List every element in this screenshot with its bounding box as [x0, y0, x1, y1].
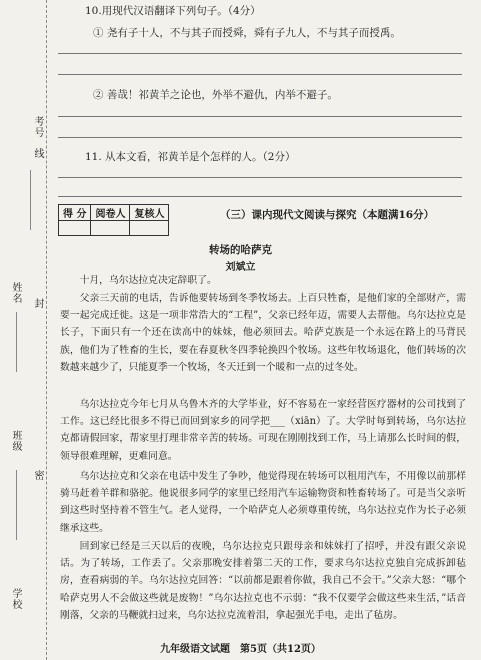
question-11-title: 11. 从本文看，祁黄羊是个怎样的人。（2分） [85, 151, 296, 163]
exam-id-field [30, 170, 31, 230]
answer-line [58, 53, 462, 54]
name-field [16, 312, 17, 372]
article-paragraph: 乌尔达拉克今年七月从乌鲁木齐的大学毕业，好不容易在一家经营医疗器材的公司找到了工作。这已经比很多不得已而回到家乡的同学把___（xiān）了。大学时每到转场，乌尔达拉克都请假回家，帮家里打理非常辛苦的转场。可现在刚刚找到工作，马上请那么长时间的假，领导很难理解，更难同意。 [60, 399, 466, 462]
article-author: 刘斌立 [225, 262, 256, 273]
answer-line [58, 116, 462, 117]
article-paragraph: 回到家已经是三天以后的夜晚，乌尔达拉克只跟母亲和妹妹打了招呼，并没有跟父亲说话。为了转场，工作丢了。父亲那晚安排着第二天的工作，要求乌尔达拉克独自完成拆卸毡房，查看病弱的羊。乌尔达拉克回答：“以前都是跟着你做，我自己不会干。”父亲大怒：“哪个哈萨克男人不会做这些就是废物！”乌尔达拉克也不示弱：“我不仅要学会做这些来生活，”话音刚落，父亲的马鞭就扫过来，乌尔达拉克流着泪，拿起强光手电，走出了毡房。 [60, 541, 466, 621]
reviewer-header: 复核人 [130, 205, 169, 221]
question-10-title: 10.用现代汉语翻译下列句子。（4分） [85, 5, 261, 17]
article-paragraph: 乌尔达拉克和父亲在电话中发生了争吵，他觉得现在转场可以租用汽车，不用像以前那样骑马赶着羊群和骆驼。他说很多同学的家里已经用汽车运输物资和牲畜转场了。可是当父亲听到这些时坚持着不管生气。老人觉得，一个哈萨克人必须尊重传统，乌尔达拉克作为长子必须继承这些。 [60, 471, 466, 534]
answer-line [58, 177, 462, 178]
name-label: 姓名 [10, 282, 21, 304]
article-title: 转场的哈萨克 [209, 244, 272, 256]
school-label: 学校 [10, 588, 21, 610]
page-footer: 九年级语文试题 第5页（共12页） [160, 644, 321, 655]
answer-line [58, 196, 462, 197]
question-10-sentence-1: ① 尧有子十人，不与其子而授舜，舜有子九人，不与其子而授禹。 [93, 27, 401, 39]
dense-label: 密 [32, 470, 43, 481]
seal-label: 封 [32, 298, 43, 309]
binding-margin-rule [46, 0, 47, 660]
score-header: 得 分 [59, 205, 91, 221]
article-paragraph: 父亲三天前的电话，告诉他要转场到冬季牧场去。上百只牲畜，是他们家的全部财产，需要一起完成迁徙。这是一项非常浩大的“工程”，父亲已经年迈，需要人去帮他。乌尔达拉克是长子，下面只有一个还在读高中的妹妹，他必须回去。哈萨克族是一个永远在路上的马背民族，他们为了牲畜的生长，要在春夏秋冬四季轮换四个牧场。这些年牧场退化，他们转场的次数越来越少了，只能夏季一个牧场，冬天迁到一个暖和一点的过冬处。 [60, 293, 466, 373]
reviewer-cell[interactable] [130, 221, 169, 236]
question-10-sentence-2: ② 善哉！祁黄羊之论也，外举不避仇，内举不避子。 [93, 89, 338, 101]
score-cell[interactable] [59, 221, 91, 236]
grader-cell[interactable] [91, 221, 130, 236]
class-label: 班级 [10, 430, 21, 452]
answer-line [58, 137, 462, 138]
exam-id-label: 考号 [32, 116, 43, 138]
grader-header: 阅卷人 [91, 205, 130, 221]
answer-line [58, 74, 462, 75]
section-title: （三）课内现代文阅读与探究（本题满16分） [220, 209, 435, 221]
score-table [58, 204, 169, 236]
article-paragraph: 十月，乌尔达拉克决定辞职了。 [79, 275, 217, 286]
class-field [16, 470, 17, 540]
cut-line-label: 线 [32, 148, 43, 159]
